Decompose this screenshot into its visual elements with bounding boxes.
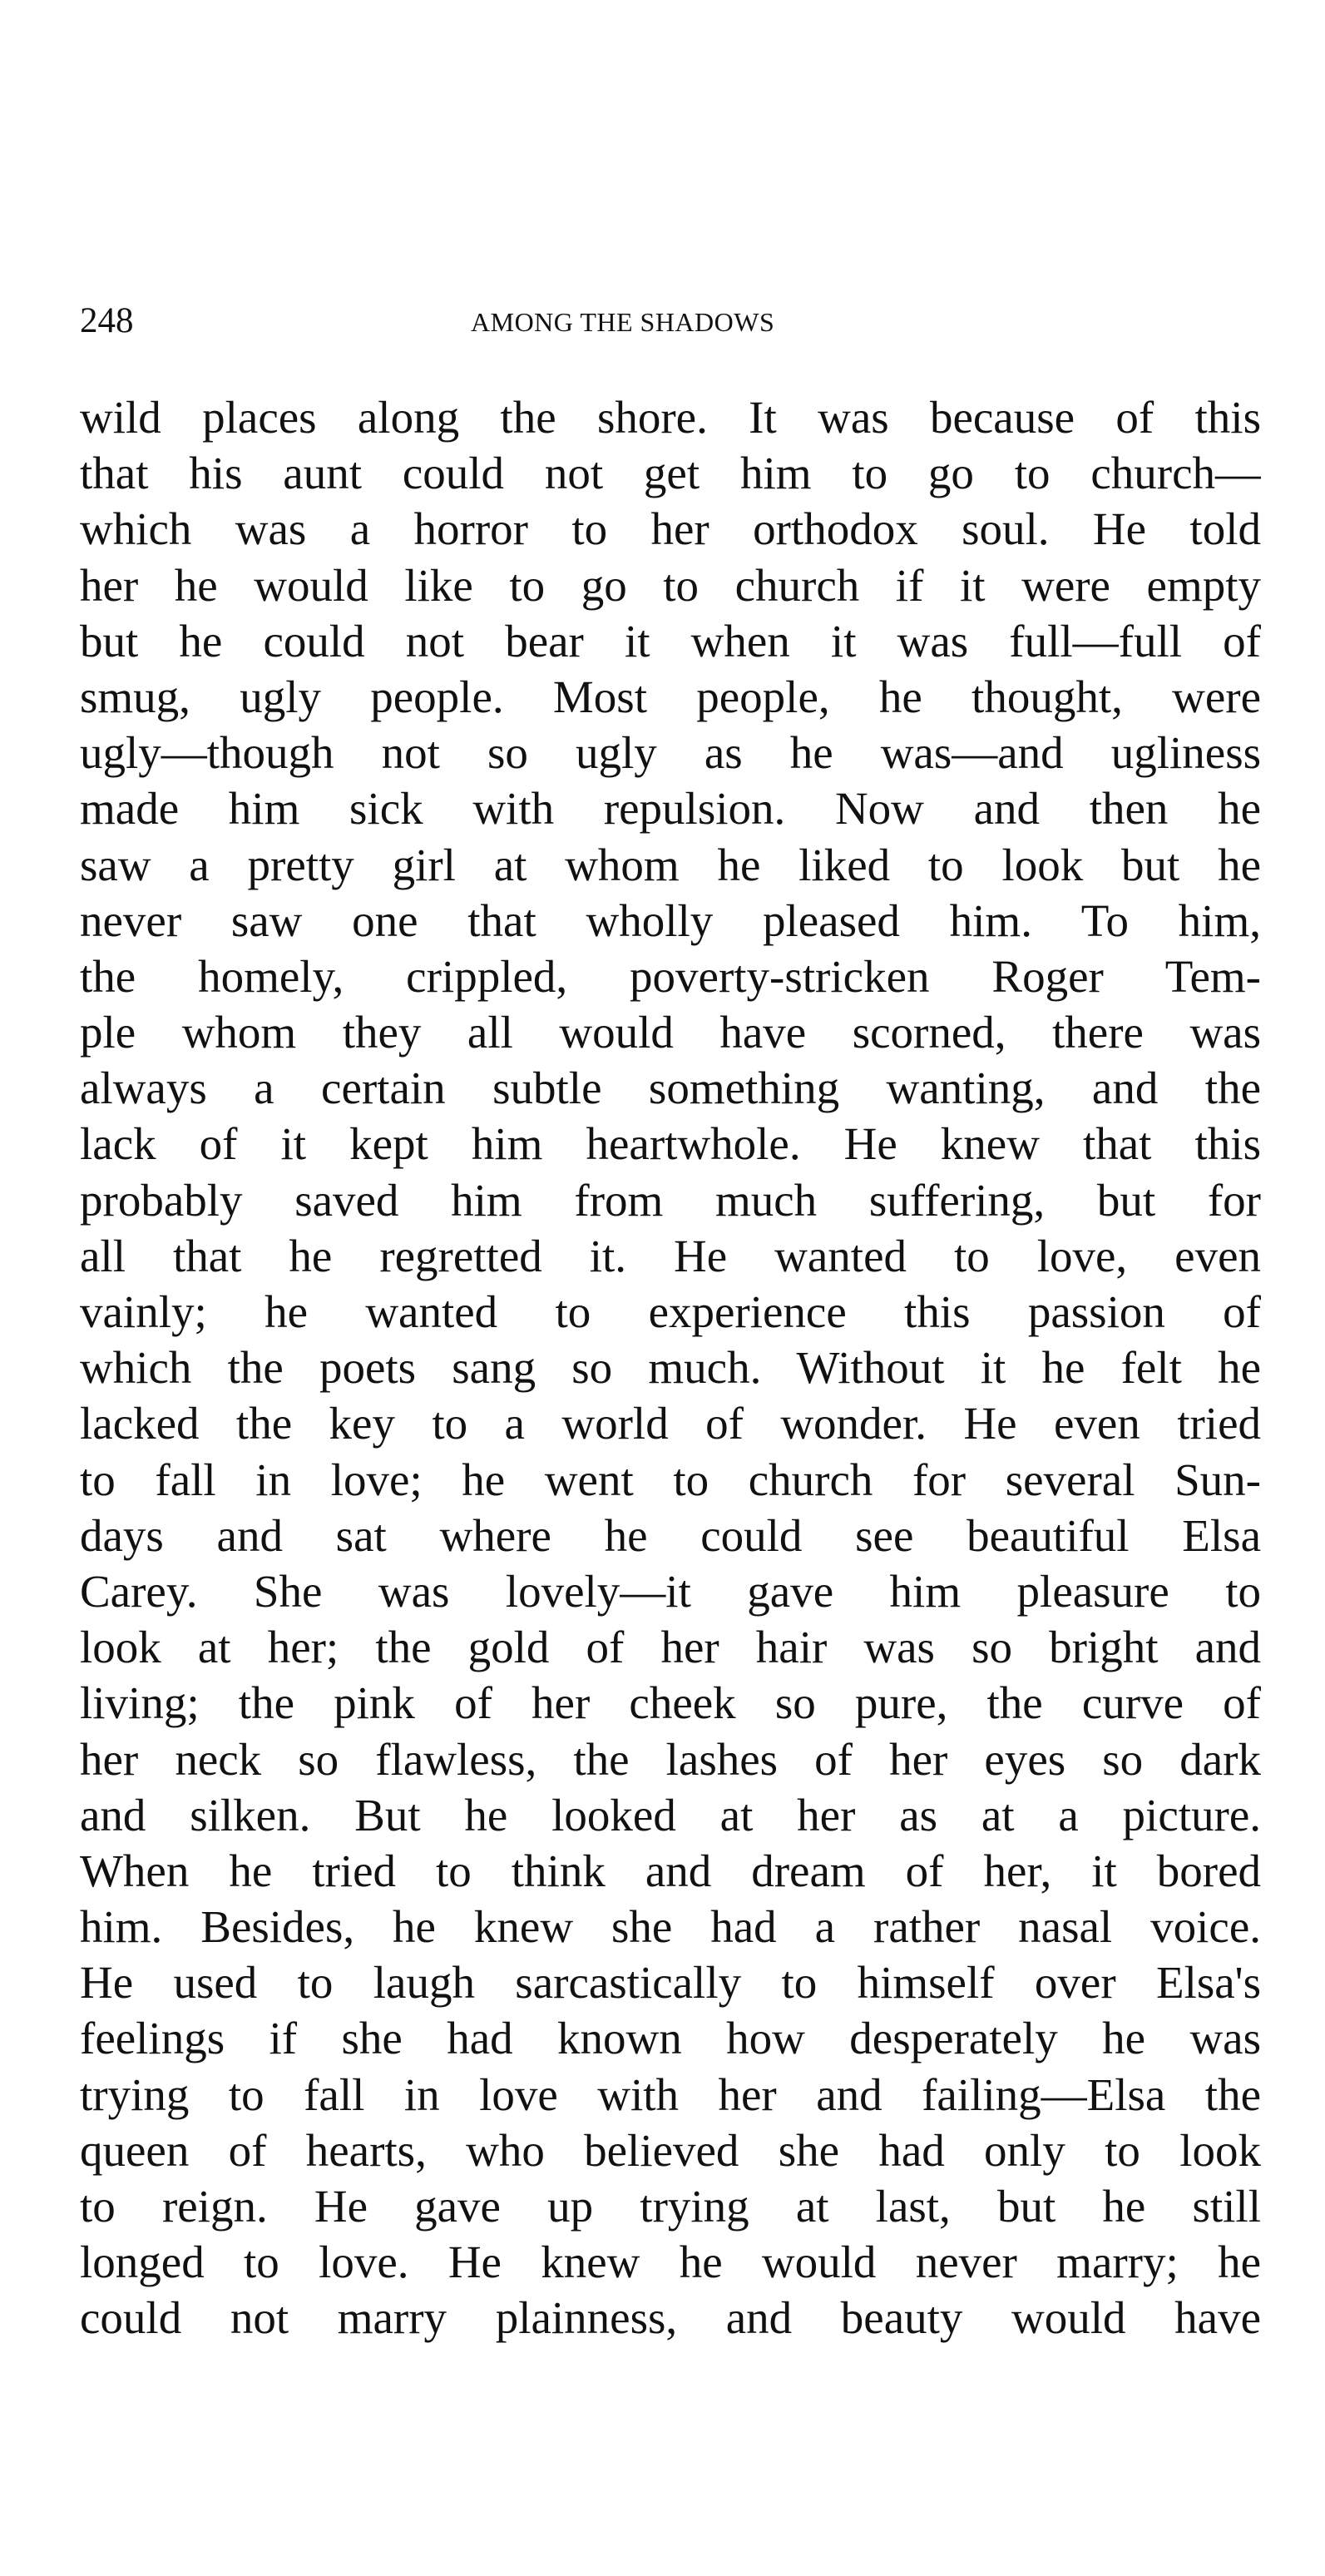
text-line: saw a pretty girl at whom he liked to look but he: [80, 839, 1261, 890]
running-head: [80, 296, 1261, 346]
text-line: ugly—though not so ugly as he was—and ugliness: [80, 727, 1261, 779]
text-line: which was a horror to her orthodox soul. He told: [80, 503, 1261, 555]
text-line: her he would like to go to church if it were empty: [80, 559, 1261, 611]
text-line: her neck so flawless, the lashes of her eyes so dark: [80, 1733, 1261, 1785]
text-line: which the poets sang so much. Without it he felt he: [80, 1342, 1261, 1394]
text-line: the homely, crippled, poverty-stricken Roger Tem-: [80, 950, 1261, 1002]
text-line: probably saved him from much suffering, but for: [80, 1174, 1261, 1226]
text-line: all that he regretted it. He wanted to love, even: [80, 1230, 1261, 1281]
text-line: days and sat where he could see beautiful Elsa: [80, 1509, 1261, 1561]
text-line: look at her; the gold of her hair was so bright and: [80, 1622, 1261, 1673]
text-line: He used to laugh sarcastically to himself over Elsa's: [80, 1957, 1261, 2009]
text-line: and silken. But he looked at her as at a picture.: [80, 1789, 1261, 1840]
body-text: [80, 389, 1261, 2346]
text-line: living; the pink of her cheek so pure, the curve of: [80, 1677, 1261, 1729]
text-line: lack of it kept him heartwhole. He knew that this: [80, 1118, 1261, 1170]
text-line: When he tried to think and dream of her, it bored: [80, 1845, 1261, 1896]
text-line: that his aunt could not get him to go to church—: [80, 448, 1261, 499]
text-line: ple whom they all would have scorned, there was: [80, 1007, 1261, 1058]
text-line: Carey. She was lovely—it gave him pleasure to: [80, 1565, 1261, 1617]
text-line: but he could not bear it when it was full—full of: [80, 615, 1261, 666]
running-title: AMONG THE SHADOWS: [471, 307, 775, 337]
text-line: made him sick with repulsion. Now and then he: [80, 783, 1261, 835]
text-line: could not marry plainness, and beauty would have: [80, 2292, 1261, 2344]
text-line: lacked the key to a world of wonder. He even tried: [80, 1398, 1261, 1449]
text-line: trying to fall in love with her and failing—Elsa the: [80, 2068, 1261, 2120]
page-number: 248: [80, 301, 134, 340]
text-line: wild places along the shore. It was because of this: [80, 392, 1261, 443]
text-line: feelings if she had known how desperately he was: [80, 2013, 1261, 2064]
text-line: to fall in love; he went to church for several Sun-: [80, 1454, 1261, 1505]
text-line: never saw one that wholly pleased him. To him,: [80, 894, 1261, 946]
text-line: him. Besides, he knew she had a rather nasal voice.: [80, 1901, 1261, 1953]
text-line: vainly; he wanted to experience this passion of: [80, 1286, 1261, 1337]
text-line: smug, ugly people. Most people, he thought, were: [80, 671, 1261, 722]
text-line: to reign. He gave up trying at last, but he still: [80, 2181, 1261, 2232]
text-line: always a certain subtle something wanting, and the: [80, 1063, 1261, 1114]
text-line: queen of hearts, who believed she had only to look: [80, 2124, 1261, 2176]
text-line: longed to love. He knew he would never marry; he: [80, 2237, 1261, 2288]
